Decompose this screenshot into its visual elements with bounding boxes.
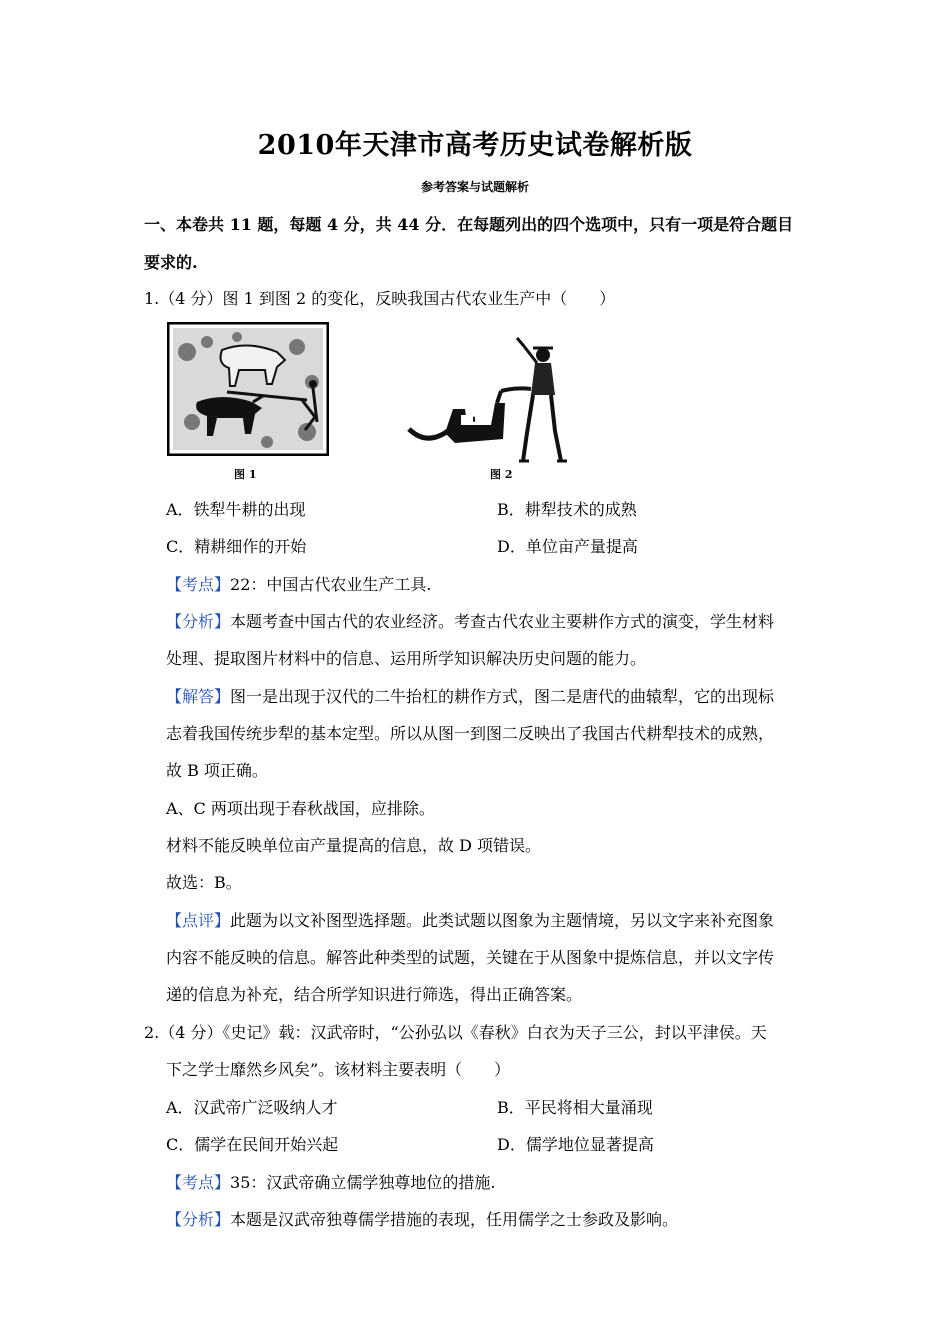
q1-dianping-line1 <box>166 908 774 931</box>
q1-dianping-line2: 内容不能反映的信息。解答此种类型的试题，关键在于从图象中提炼信息，并以文字传 <box>166 948 775 967</box>
page-subtitle: 参考答案与试题解析 <box>420 180 529 194</box>
q1-option-a[interactable]: A．铁犁牛耕的出现 <box>166 500 306 519</box>
q1-fenxi-line2: 处理、提取图片材料中的信息、运用所学知识解决历史问题的能力。 <box>166 649 647 668</box>
figure-2-caption: 图 2 <box>490 468 513 481</box>
q1-jieda-tag: 【解答】 <box>166 687 231 706</box>
q1-fenxi-line1 <box>166 609 774 632</box>
figure-1-caption: 图 1 <box>234 468 257 481</box>
q1-dianping-line3: 递的信息为补充，结合所学知识进行筛选，得出正确答案。 <box>166 985 583 1004</box>
q2-kaodian-tag: 【考点】 <box>166 1173 231 1192</box>
q1-jieda-line3: 故 B 项正确。 <box>166 761 268 780</box>
q2-fenxi-tag: 【分析】 <box>166 1210 231 1229</box>
q1-fenxi-text1: 本题考查中国古代的农业经济。考查古代农业主要耕作方式的演变，学生材料 <box>230 612 775 631</box>
q2-stem-line2: 下之学士靡然乡风矣”。该材料主要表明（ ） <box>166 1060 511 1079</box>
q2-stem-line1: 2.（4 分）《史记》载：汉武帝时，“公孙弘以《春秋》白衣为天子三公，封以平津侯。天 <box>144 1023 767 1042</box>
q1-option-d[interactable]: D．单位亩产量提高 <box>497 537 638 556</box>
q1-jieda-line1 <box>166 684 774 707</box>
q1-kaodian-text: 22：中国古代农业生产工具. <box>230 575 432 594</box>
q2-fenxi <box>166 1207 678 1230</box>
q1-stem: 1.（4 分）图 1 到图 2 的变化，反映我国古代农业生产中（ ） <box>144 289 616 308</box>
q1-jieda-text1: 图一是出现于汉代的二牛抬杠的耕作方式，图二是唐代的曲辕犁，它的出现标 <box>230 687 775 706</box>
q1-dianping-text1: 此题为以文补图型选择题。此类试题以图象为主题情境，另以文字来补充图象 <box>230 911 775 930</box>
section-instruction-line2: 要求的. <box>144 253 198 272</box>
q2-fenxi-text: 本题是汉武帝独尊儒学措施的表现，任用儒学之士参政及影响。 <box>230 1210 679 1229</box>
q1-jieda-line2: 志着我国传统步犁的基本定型。所以从图一到图二反映出了我国古代耕犁技术的成熟， <box>166 724 775 743</box>
figure-1-ox-plough-image <box>167 322 329 456</box>
q1-kaodian-tag: 【考点】 <box>166 575 231 594</box>
page-title: 2010年天津市高考历史试卷解析版 <box>257 130 693 161</box>
q1-dianping-tag: 【点评】 <box>166 911 231 930</box>
q1-option-b[interactable]: B．耕犁技术的成熟 <box>497 500 637 519</box>
q2-option-d[interactable]: D．儒学地位显著提高 <box>497 1135 654 1154</box>
q1-fenxi-tag: 【分析】 <box>166 612 231 631</box>
section-instruction-line1: 一、本卷共 11 题，每题 4 分，共 44 分．在每题列出的四个选项中，只有一项是符合题目 <box>144 215 794 234</box>
q2-option-c[interactable]: C．儒学在民间开始兴起 <box>166 1135 339 1154</box>
q2-option-b[interactable]: B．平民将相大量涌现 <box>497 1098 653 1117</box>
q2-kaodian-text: 35：汉武帝确立儒学独尊地位的措施. <box>230 1173 496 1192</box>
q2-kaodian <box>166 1170 495 1193</box>
q1-jieda-line4: A、C 两项出现于春秋战国，应排除。 <box>166 799 435 818</box>
q1-jieda-line5: 材料不能反映单位亩产量提高的信息，故 D 项错误。 <box>166 836 542 855</box>
figure-2-curved-plough-image <box>405 333 570 473</box>
q1-kaodian <box>166 572 431 595</box>
q1-option-c[interactable]: C．精耕细作的开始 <box>166 537 307 556</box>
q2-option-a[interactable]: A．汉武帝广泛吸纳人才 <box>166 1098 338 1117</box>
q1-jieda-line6: 故选：B。 <box>166 873 242 892</box>
